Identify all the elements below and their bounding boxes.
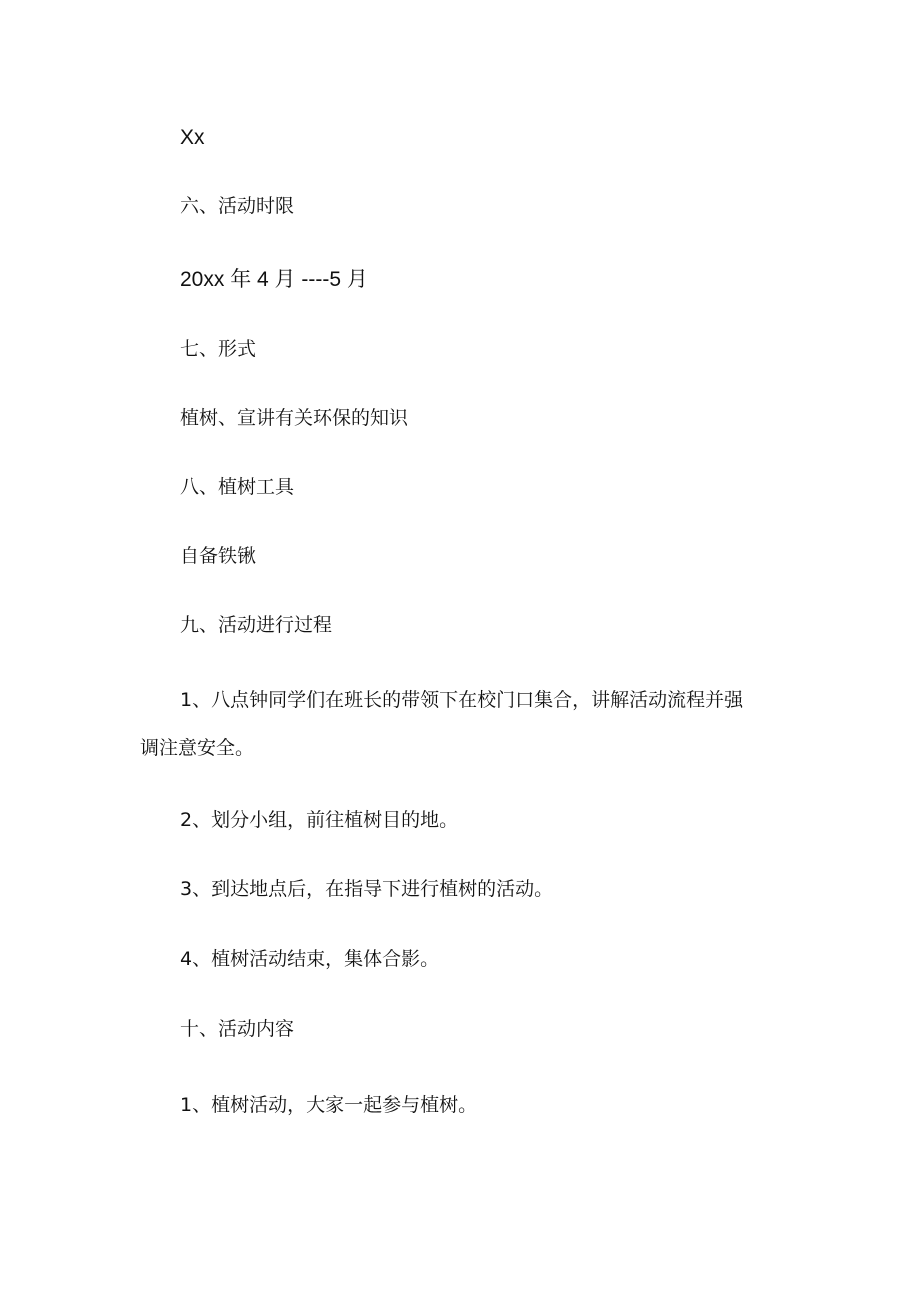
tools-description: 自备铁锹 [180,545,257,567]
content-item-1: 1、植树活动，大家一起参与植树。 [180,1094,478,1116]
process-step-4: 4、植树活动结束，集体合影。 [180,948,440,970]
form-description: 植树、宣讲有关环保的知识 [180,407,409,429]
activity-period: 20xx 年 4 月 ----5 月 [180,268,368,291]
process-step-1-continued: 调注意安全。 [140,737,255,759]
section-heading-9: 九、活动进行过程 [180,614,333,636]
section-heading-8: 八、植树工具 [180,476,295,498]
process-step-1: 1、八点钟同学们在班长的带领下在校门口集合，讲解活动流程并强 [180,689,744,711]
process-step-2: 2、划分小组，前往植树目的地。 [180,809,459,831]
section-heading-10: 十、活动内容 [180,1018,295,1040]
section-heading-7: 七、形式 [180,338,257,360]
process-step-3: 3、到达地点后，在指导下进行植树的活动。 [180,878,554,900]
section-heading-6: 六、活动时限 [180,195,295,217]
text-line-xx: Xx [180,126,205,149]
